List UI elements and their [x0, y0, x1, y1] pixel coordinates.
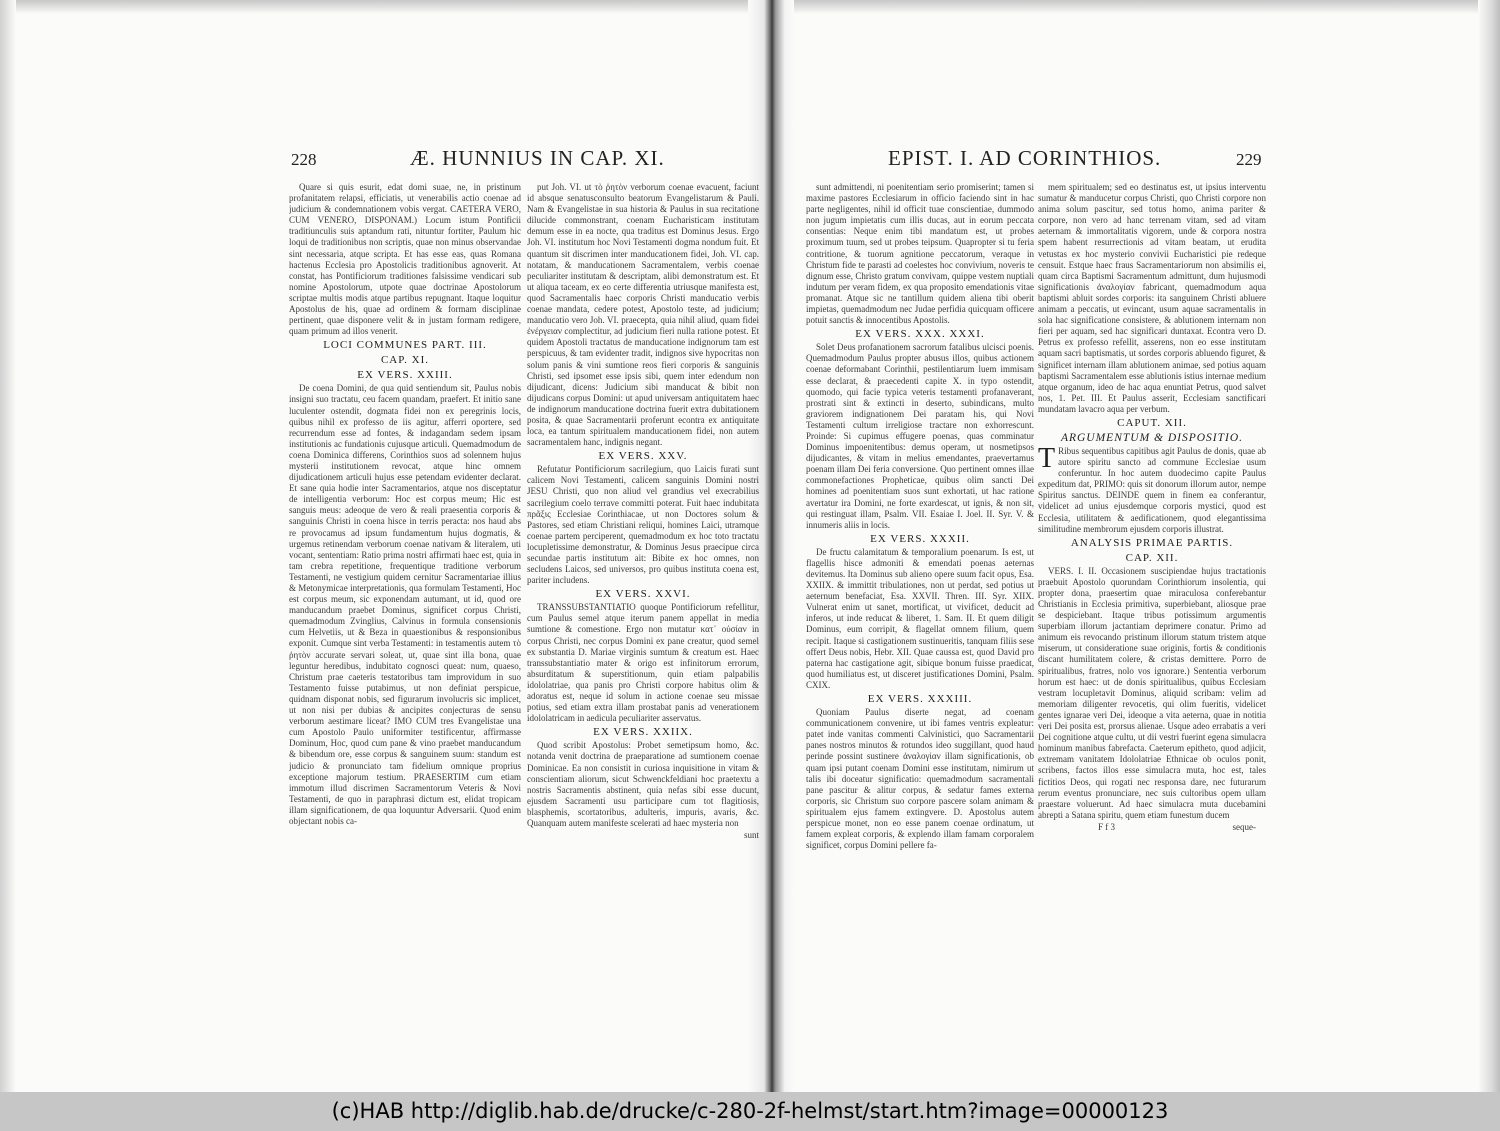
section-heading: EX VERS. XXX. XXXI.: [855, 328, 985, 341]
left-page-column-a: [289, 182, 521, 978]
left-running-header: Æ. HUNNIUS IN CAP. XI.: [410, 146, 665, 170]
paragraph: VERS. I. II. Occasionem suscipiendae hujus tractationis praebuit Apostolo quorundam Corinthiorum insolentia, qui propter dona, praesertim quae miraculosa conferebantur Christianis in Ecclesia primitiva, superbiebant, aliosque prae se despiciebant. Itaque tribus potissimum argumentis superbiam illorum jactantiam deprimere conatur. Primo ad animum eis revocando pristinum illorum statum tristem atque miserum, ut consideratione suae originis, fortis & conditionis discant humilitatem colere, & cristas demittere. Porro de spiritualibus, fratres, nolo vos ignorare.) Sententia verborum horum est haec: ut de donis spiritualibus, quibus Ecclesiam vestram locupletavit Dominus, aliquid scribam: velim ad memoriam diligenter revocetis, qui olim fueritis, videlicet gentes ignarae veri Dei, ideoque a vita aeterna, quae in notitia veri Dei posita est, prorsus alienae. Usque adeo errabatis a veri Dei cognitione atque cultu, ut dii vestri fuerint egena simulacra hominum manibus fabrefacta. Caeterum epitheto, quod adjicit, extremam vanitatem Idololatriae Ethnicae ob oculos ponit, scribens, factos illos esse simulacra muta, hoc est, tales fictitios Deos, qui rogati nec responsa dare, nec futurarum rerum eventus pronunciare, nec suis cultoribus opem ullam praestare voluerunt. Ad haec simulacra muta ducebamini abrepti a Satana spiritu, quem etiam funestum ducem: [1038, 565, 1266, 820]
paragraph: De coena Domini, de qua quid sentiendum sit, Paulus nobis insigni suo tractatu, ceu facem quandam, praefert. Et initio sane luculenter ostendit, dogmata fidei non ex peregrinis locis, quibus nihil ex professo de iis agitur, afferri oportere, sed recurrendum esse ad fontes, & indagandam sedem ipsam institutionis ac fundationis cujusque articuli. Quemadmodum de coena Dominica differens, Corinthios suos ad solennem hujus mysterii institutionem revocat, atque hinc omnem dijudicationem articuli hujus esse petendam evidenter declarat. Et sane quia hodie inter Sacramentarios, atque nos disceptatur de intelligentia verborum: Hoc est corpus meum; Hic est sanguis meus: adeoque de vero & reali praesentia corporis & sanguinis Christi in coena hisce in terris peracta: nos haud abs re provocamus ad ipsum fundamentum hujus dogmatis, & urgemus retinendam verborum coenae nativam & literalem, uti vocant, sententiam: Ratio prima nostri affirmati haec est, quia in tam crebra repetitione, frequentique traditione verborum Testamenti, ne vestigium quidem cernitur Sacramentariae illius & Metonymicae interpretationis, qua formulam Testamenti, Hoc est corpus meum, sic exponendam autumant, ut id, quod ore manducandum praebet Dominus, significet corpus Christi, quemadmodum Zvinglius, Calvinus in formula consensionis cum Helvetiis, ut & Beza in quaestionibus & responsionibus exponit. Cumque sint verba Testamenti: in testamentis autem τὸ ῥητὸν accurate servari soleat, ut, quae sint illa bona, quae leguntur heredibus, indubitato cognosci queat: num, quaeso, Christum prae caeteris testatoribus tam improvidum in suo Testamento fuisse putabimus, ut non definiat perspicue, quidnam disponat nobis, sed figurarum involucris sic implicet, ut non nisi per dubias & ancipites conjecturas de sensu verborum aestimare liceat? IMO CUM tres Evangelistae una cum Apostolo Paulo uniformiter testificentur, affirmasse Dominum, Hoc, quod cum pane & vino praebet manducandum & bibendum ore, esse corpus & sanguinem suum: standum est judicio & pronunciato tam fidelium omnique proprius exceptione majorum testium. PRAESERTIM cum etiam immotum illud discrimen Sacramentorum Veteris & Novi Testamenti, de quo in paraphrasi dictum est, elidat tropicam illam significationem, de qua loquuntur Adversarii. Quod enim objectant nobis ca-: [289, 383, 521, 826]
left-page-number: 228: [291, 150, 317, 169]
section-heading: LOCI COMMUNES PART. III.: [323, 339, 487, 352]
signature-mark: F f 3: [1098, 821, 1116, 832]
right-page-number: 229: [1236, 150, 1262, 169]
paragraph: De fructu calamitatum & temporalium poenarum. Is est, ut flagellis hisce admoniti & emendati poenas aeternas devitemus. Ita Dominus sub alieno opere suum facit opus, Esa. XXIIX. & immittit tribulationes, non ut perdat, sed potius ut aeternum benefaciat, Esa. XXVII. Thren. III. Syr. XIIX. Vulnerat enim ut sanet, mortificat, ut vivificet, deducit ad inferos, ut inde reducat & liberet, 1. Sam. II. Et quem diligit Dominus, eum corripit, & flagellat omnem filium, quem recipit. Itaque si castigationem sustinueritis, tanquam filiis sese offert Deus nobis, Hebr. XII. Quae caussa est, quod David pro paterna hac castigatione agit, sibique bonum fuisse praedicat, quod humiliatus est, ut disceret justificationes Domini, Psalm. CXIX.: [806, 546, 1034, 690]
scan-right-shadow: [1478, 0, 1500, 1092]
copyright-url: (c)HAB http://diglib.hab.de/drucke/c-280-2f-helmst/start.htm?image=00000123: [331, 1099, 1169, 1123]
paragraph-with-dropcap: [1038, 442, 1266, 535]
right-page-column-b: [1038, 182, 1266, 978]
right-running-header: EPIST. I. AD CORINTHIOS.: [888, 146, 1162, 170]
section-heading: ANALYSIS PRIMAE PARTIS.: [1070, 536, 1234, 549]
section-heading: CAPUT. XII.: [1117, 416, 1187, 429]
signature-line: [1038, 822, 1266, 833]
paragraph-text: Ribus sequentibus capitibus agit Paulus de donis, quae ab autore spiritu sancto ad commune Ecclesiae usum conferuntur. In hoc autem duodecimo capite Paulus expeditum dat, PRIMO: quis sit donorum illorum autor, nempe Spiritus sanctus. DEINDE quem in finem ea conferantur, videlicet ad unius ejusdemque corporis mystici, quod est Ecclesia, utilitatem & aedificationem, quod elegantissima similitudine membrorum ejusdem corporis illustrat.: [1038, 445, 1266, 534]
scan-left-shadow: [0, 0, 16, 1092]
section-heading: EX VERS. XXVI.: [595, 588, 691, 601]
catchword: sunt: [743, 830, 759, 841]
paragraph: Quoniam Paulus diserte negat, ad coenam communicationem convenire, ut ibi fames ventris expleatur: patet inde vanitas commenti Calvinistici, quo Sacramentarii panes nostros minutos & rotundos ideo suggillant, quod haud perinde possint sustinere ἀναλογίαν illam significationis, ob quam ipsi putant coenam Domini esse institutam, nimirum ut talis ibi doceatur significatio: quemadmodum sacramentali pane pascitur & alitur corpus, & sedatur fames externa corporis, sic Christum suo corpore pascere solam animam & spiritualem ejus famem extingvere. D. Apostolus autem perspicue monet, non eo esse panem coenae ordinatum, ut famem expleat corporis, & explendo illam famam corporalem significet, corpus Domini pellere fa-: [806, 707, 1034, 851]
right-page-column-a: [806, 182, 1034, 978]
section-heading: EX VERS. XXV.: [598, 450, 688, 463]
paragraph: Refutatur Pontificiorum sacrilegium, quo Laicis furati sunt calicem Novi Testamenti, calicem sanguinis Domini nostri JESU Christi, quo non aliud vel grandius vel execrabilius sacrilegium coelo terrave committi poterat. Fuit haec indubitata πρᾶξις Ecclesiae Corinthiacae, ut non Doctores solum & Pastores, sed etiam Christiani reliqui, homines Laici, utramque coenae partem perciperent, quemadmodum ex hoc toto tractatu locupletissime demonstratur, & Dominus Jesus praecipue circa secundae partis institutum ait: Bibite ex hoc omnes, non secludens Laicos, sed universos, pro quibus instituta coena est, pariter includens.: [527, 464, 759, 586]
paragraph: put Joh. VI. ut τὸ ῥητὸν verborum coenae evacuent, faciunt id absque senatusconsulto beatorum Evangelistarum & Pauli. Nam & Evangelistae in sua historia & Paulus in sua recitatione dilucide commonstrant, coenam Eucharisticam institutam demum esse in ea nocte, qua traditus est Dominus Jesus. Ergo Joh. VI. institutum hoc Novi Testamenti dogma nondum fuit. Et quantum sit discrimen inter manducationem fidei, Joh. VI. cap. notatam, & manducationem Sacramentalem, verbis coenae peculiariter institutam & descriptam, alibi demonstratum est. Et ut aliqua taceam, ex eo certe differentia utriusque manifesta est, quod Sacramentalis haec corporis Christi manducatio verbis coenae mandata, cedere potest, Apostolo teste, ad judicium; manducatio vero Joh. VI. praecepta, quia nihil aliud, quam fidei ἐνέργειαν complectitur, ad judicium fieri nulla ratione potest. Et quidem Apostoli tractatus de manducatione indignorum tam est perspicuus, & tam evidenter tradit, indignos sive hypocritas non solum panis & vini sumtione reos fieri corporis & sanguinis Christi, sed ipsomet esse ipsis sibi, quem inter edendum non dijudicant, dicens: Judicium sibi manducat & bibit non dijudicans corpus Domini: ut apud universam antiquitatem haec de indignorum manducatione doctrina fuerit extra dubitationem posita, & quae Sacramentarii proferunt econtra ex antiquitate loca, ea tantum spiritualem manducationem fidei, non autem sacramentalem hanc, indignis negant.: [527, 182, 759, 448]
section-heading: CAP. XI.: [380, 354, 430, 367]
copyright-footer-bar: [0, 1092, 1500, 1131]
section-heading: EX VERS. XXIIX.: [593, 726, 693, 739]
catchword: seque-: [1232, 821, 1256, 832]
paragraph: mem spiritualem; sed eo destinatus est, ut ipsius interventu sumatur & manducetur corpus Christi, quo Christi corpore non anima solum pascitur, sed totus homo, anima pariter & corpore, non vero ad hanc terrenam vitam, sed ad vitam aeternam & immortalitatis vigorem, unde & corpora nostra spem habent resurrectionis ad vitam beatam, ut erudita vetustas ex hoc mysterio convivii Eucharistici pie redeque censuit. Estque haec fraus Sacramentariorum non absimilis ei, quam circa Baptismi Sacramentum admittunt, dum hujusmodi significationis ἀναλογίαν fabricant, quemadmodum aqua baptismi abluit sordes corporis: ita sanguinem Christi abluere animam a peccatis, ut evincant, usum aquae sacramentalis in sola hac significatione consistere, & ablutionem internam non fieri per aquam, sed hac significari duntaxat. Econtra vero D. Petrus ex professo refellit, asserens, non eo esse institutam aquam sacri baptismatis, ut sordes corporis abluendo figuret, & significet internam illam ablutionem animae, sed potius aquam baptismi Sacramentalem esse ablutionis istius internae medium atque organum, ideo de hac aqua enuntiat Petrus, quod salvet nos, 1. Pet. III. Et Paulus asserit, Ecclesiam sanctificari mundatam lavacro aqua per verbum.: [1038, 182, 1266, 414]
paragraph: sunt admittendi, ni poenitentiam serio promiserint; tamen si maxime pastores Ecclesiarum in officio faciendo sint in hac parte negligentes, nihil id officit tuae conscientiae, dummodo non jugum impietatis cum illis ducas, aut in eorum peccata consentias: Neque enim tibi mandatum est, ut probes proximum tuum, sed ut probes teipsum. Quapropter si tu feria contritione, & tuorum agnitione peccatorum, veraque in Christum fide te parasti ad coelestes hoc convivium, noveris te dignum esse, Christo gratum convivam, quippe vestem nuptiali indutum per veram fidem, ex qua proposito emendationis vitae promanat. Atque sic ne tantillum quidem aliena tibi oberit impietas, quemadmodum nec Judae perfidia quicquam officere potuit sanctis & innocentibus Apostolis.: [806, 182, 1034, 326]
drop-cap: T: [1038, 442, 1056, 474]
section-heading: CAP. XII.: [1125, 551, 1179, 564]
left-page-column-b: [527, 182, 759, 986]
section-heading: EX VERS. XXXII.: [870, 532, 970, 545]
paragraph: TRANSSUBSTANTIATIO quoque Pontificiorum refellitur, cum Paulus semel atque iterum panem appellat in media sumtione & comestione. Ergo non mutatur κατ᾽ οὐσίαν in corpus Christi, nec corpus Domini ex pane creatur, quod semel ex substantia D. Mariae virginis sumtum & creatum est. Haec transsubstantiatio mater & origo est infinitorum errorum, absurditatum & superstitionum, quin etiam palpabilis idololatriae, qua panis pro Christi corpore habitus olim & adoratus est, neque id solum in actione coenae seu missae potius, sed etiam extra illam prostabat panis ad venerationem idololatricam in aedicula peculiariter asservatus.: [527, 602, 759, 724]
paragraph: Quod scribit Apostolus: Probet semetipsum homo, &c. notanda venit doctrina de praeparatione ad sumtionem coenae Dominicae. Ea non consistit in curiosa inquisitione in vitam & conscientiam aliorum, sicut Schwenckfeldiani hoc praetextu a nostris Sacramentis abstinent, quia nefas sibi esse ducunt, ejusdem Sacramenti usu participare cum tot flagitiosis, blasphemis, scortatoribus, adulteris, impuris, avaris, &c. Quanquam autem manifeste scelerati ad haec mysteria non: [527, 740, 759, 828]
paragraph: Quare si quis esurit, edat domi suae, ne, in pristinum profanitatem relapsi, efficiatis, ut venerabilis actio coenae ad judicium & condemnationem vobis vergat. CAETERA VERO, CUM VENERO, DISPONAM.) Locum istum Pontificii traditiunculis suis aptandum rati, nituntur fortiter, Paulum hic loqui de traditionibus non scriptis, quae non minus observandae sint necessaria, atque scripta. Et has esse eas, quas Romana hactenus Ecclesia pro Apostolicis traditionibus agnoverit. At constat, has Pontificiorum traditiones falsissime vendicari sub nomine Apostolorum, utpote quae doctrinae Apostolorum scriptae multis modis atque partibus repugnant. Itaque loquitur Apostolus de his, quae ad ordinem & formam disciplinae pertinent, quae disponere velit & in justam formam redigere, quam primum ad illos venerit.: [289, 182, 521, 337]
section-heading: ARGUMENTUM & DISPOSITIO.: [1060, 431, 1244, 444]
section-heading: EX VERS. XXIII.: [357, 369, 453, 382]
section-heading: EX VERS. XXXIII.: [867, 693, 973, 706]
paragraph: Solet Deus profanationem sacrorum fatalibus ulcisci poenis. Quemadmodum Paulus propter abusus illos, quibus actionem coenae deformabant Corinthii, pestilentiarum luem immisam esse declarat, & praecedenti capite X. in typo ostendit, quomodo, qui facie typica veteris testamenti profanaverant, prostrati sint & extincti in deserto, subindicans, multo graviorem indignationem Dei paratam his, qui Novi Testamenti cultum irreligiose tractare non exhorrescunt. Proinde: Si cupimus effugere poenas, quas comminatur Dominus impoenitentibus: demus operam, ut nosmetipsos dijudicantes, & vitam in melius emendantes, praevertamus poenam illam Dei feria conversione. Quo pertinent omnes illae commonefactiones Propheticae, quibus olim sancti Dei homines ad poenitentiam suos sunt exhortati, ut hac ratione avertatur ira Domini, ne forte exardescat, ut ignis, & non sit, qui restinguat illam, Psalm. VII. Esaiae I. Joel. II. Syr. V. & innumeris aliis in locis.: [806, 342, 1034, 530]
